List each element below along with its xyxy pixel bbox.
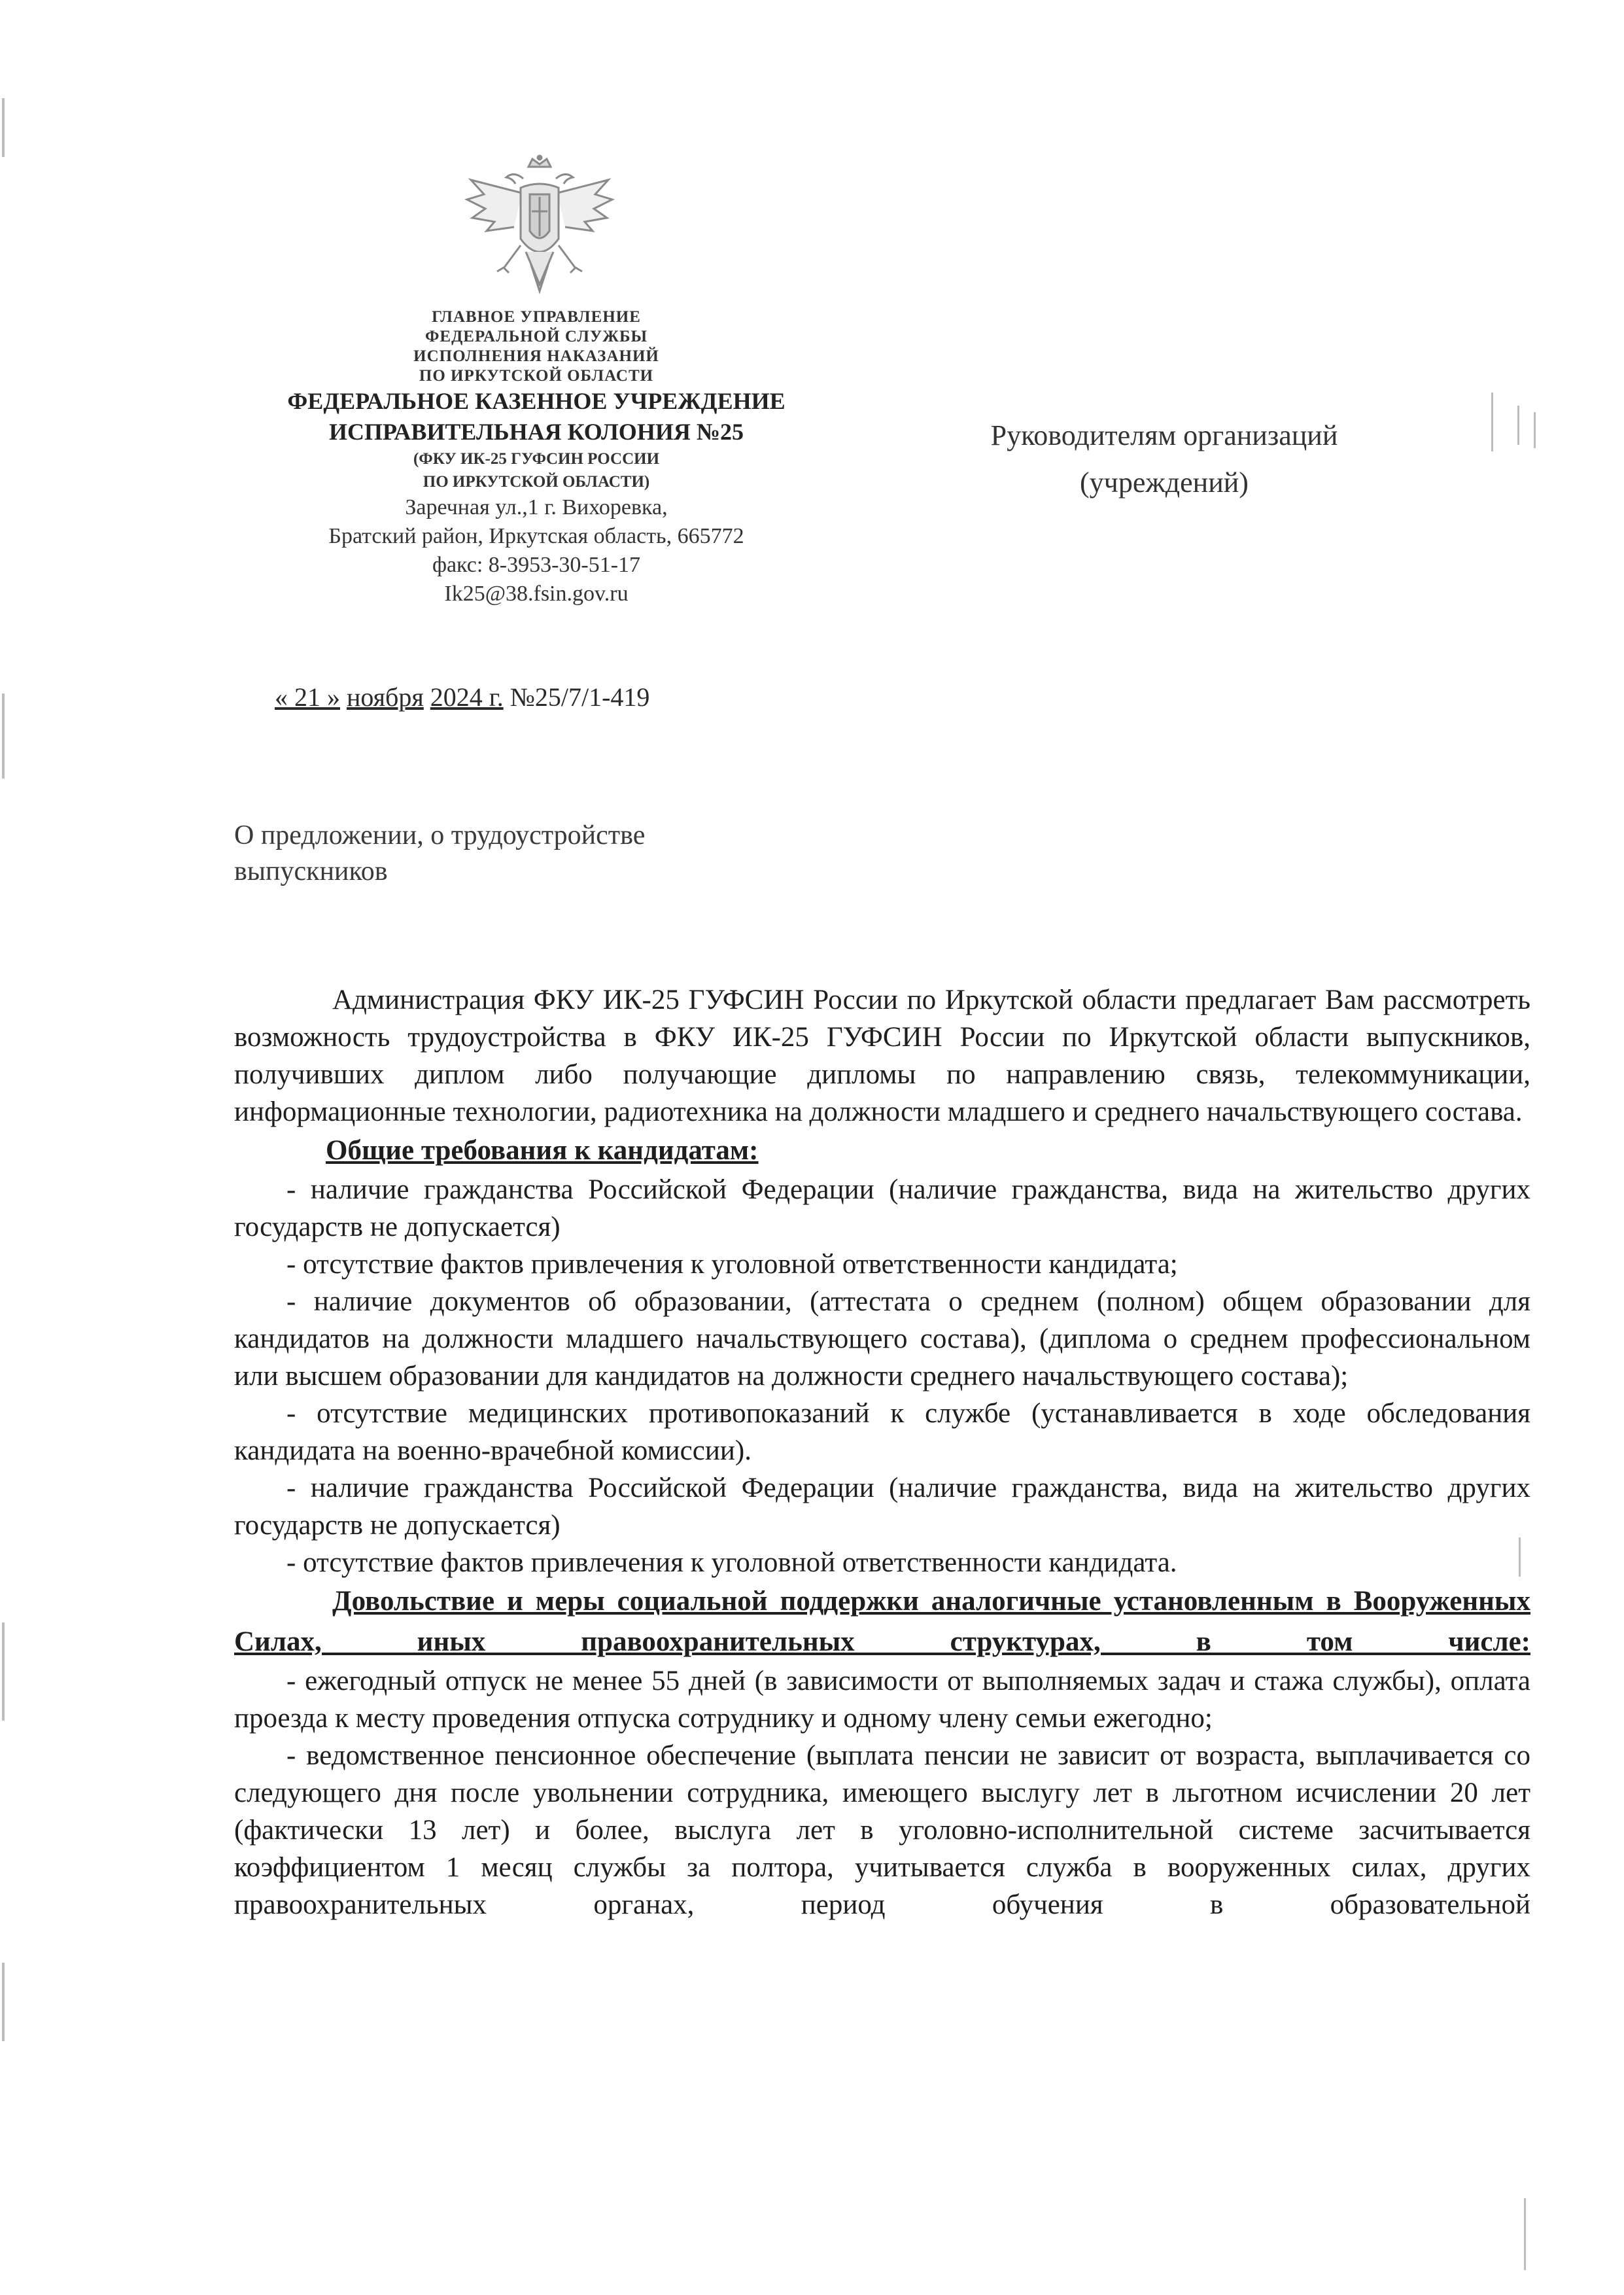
short-name-line: (ФКУ ИК-25 ГУФСИН РОССИИ — [413, 450, 660, 468]
date-year: 2024 г. — [430, 682, 504, 712]
requirements-heading: Общие требования к кандидатам: — [326, 1135, 759, 1166]
scan-artifact — [2, 1622, 5, 1721]
benefit-item: - ежегодный отпуск не менее 55 дней (в зависимости от выполняемых задач и стажа службы), оплата проезда к месту проведения отпуска сотруднику и одному члену семьи ежегодно; — [234, 1666, 1530, 1734]
document-number: №25/7/1-419 — [510, 682, 650, 712]
recipient-line: Руководителям организаций — [990, 419, 1338, 451]
date-number-line — [275, 682, 649, 712]
short-name-line: ПО ИРКУТСКОЙ ОБЛАСТИ) — [423, 473, 650, 491]
scan-artifact — [1491, 393, 1493, 451]
requirement-item: - отсутствие фактов привлечения к уголовной ответственности кандидата. — [286, 1547, 1177, 1578]
fsin-emblem-icon — [458, 154, 621, 307]
scan-artifact — [1517, 406, 1519, 445]
recipient-block — [955, 412, 1373, 506]
recipient-line: (учреждений) — [1080, 466, 1249, 499]
scan-artifact — [2, 693, 5, 779]
requirement-item: - наличие гражданства Российской Федерации (наличие гражданства, вида на жительство других государств не допускается) — [234, 1473, 1530, 1541]
date-month: ноября — [347, 682, 424, 712]
agency-line: ИСПОЛНЕНИЯ НАКАЗАНИЙ — [413, 347, 659, 365]
agency-line: ГЛАВНОЕ УПРАВЛЕНИЕ — [432, 308, 641, 326]
requirement-item: - наличие гражданства Российской Федерации (наличие гражданства, вида на жительство других государств не допускается) — [234, 1174, 1530, 1242]
subject-block — [234, 818, 823, 890]
scan-artifact — [2, 1963, 5, 2041]
subject-line: выпускников — [234, 856, 388, 886]
address-line: Заречная ул.,1 г. Вихоревка, — [405, 495, 668, 519]
letter-body — [234, 981, 1530, 1923]
scan-artifact — [1524, 2198, 1526, 2270]
benefit-item: - ведомственное пенсионное обеспечение (выплата пенсии не зависит от возраста, выплачивается со следующего дня после увольнении сотрудника, имеющего выслугу лет в льготном исчислении 20 лет (фактически 13 лет) и более, выслуга лет в уголовно-исполнительной системе засчитывается коэффициентом 1 месяц службы за полтора, учитывается служба в вооруженных силах, других правоохранительных органах, период обучения в образовательной — [234, 1740, 1530, 1920]
scan-artifact — [1534, 412, 1536, 448]
institution-line: ФЕДЕРАЛЬНОЕ КАЗЕННОЕ УЧРЕЖДЕНИЕ — [287, 388, 786, 414]
email-line: Ik25@38.fsin.gov.ru — [444, 582, 629, 606]
address-line: Братский район, Иркутская область, 665772 — [328, 524, 744, 548]
subject-line: О предложении, о трудоустройстве — [234, 820, 646, 850]
requirement-item: - отсутствие медицинских противопоказаний к службе (устанавливается в ходе обследования кандидата на военно-врачебной комиссии). — [234, 1398, 1530, 1466]
agency-line: ПО ИРКУТСКОЙ ОБЛАСТИ — [419, 367, 654, 385]
scan-artifact — [2, 98, 5, 157]
requirement-item: - наличие документов об образовании, (аттестата о среднем (полном) общем образовании для кандидатов на должности младшего начальствующего состава), (диплома о среднем профессиональном или высшем образовании для кандидатов на должности среднего начальствующего состава); — [234, 1286, 1530, 1392]
requirement-item: - отсутствие фактов привлечения к уголовной ответственности кандидата; — [286, 1249, 1178, 1280]
agency-line: ФЕДЕРАЛЬНОЙ СЛУЖБЫ — [424, 328, 648, 345]
institution-line: ИСПРАВИТЕЛЬНАЯ КОЛОНИЯ №25 — [329, 419, 744, 445]
letterhead — [196, 307, 876, 608]
date-day: « 21 » — [275, 682, 340, 712]
benefits-heading: Довольствие и меры социальной поддержки аналогичные установленным в Вооруженных Силах, иных правоохранительных структурах, в том числе: — [234, 1586, 1530, 1657]
intro-paragraph: Администрация ФКУ ИК-25 ГУФСИН России по Иркутской области предлагает Вам рассмотреть возможность трудоустройства в ФКУ ИК-25 ГУФСИН России по Иркутской области выпускников, получивших диплом либо получающие дипломы по направлению связь, телекоммуникации, информационные технологии, радиотехника на должности младшего и среднего начальствующего состава. — [234, 985, 1530, 1127]
fax-line: факс: 8-3953-30-51-17 — [432, 553, 641, 577]
